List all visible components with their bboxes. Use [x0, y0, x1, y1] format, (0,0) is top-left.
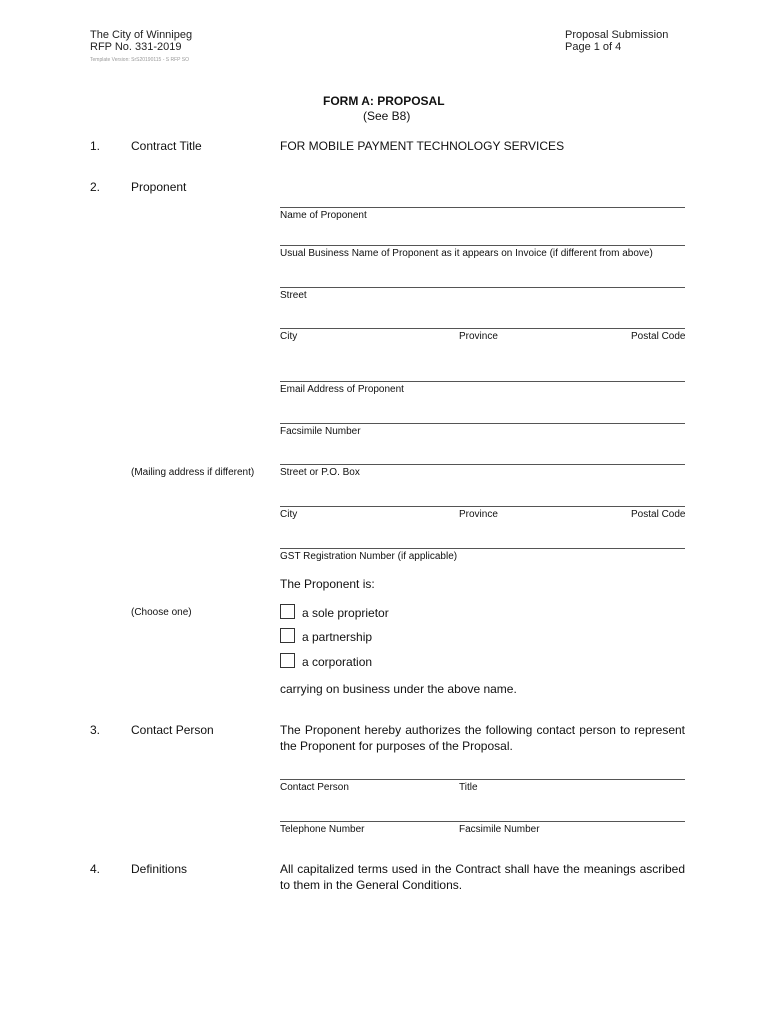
- contact-person-line[interactable]: [280, 779, 685, 780]
- contact-person-label: Contact Person: [131, 723, 214, 737]
- telephone-line[interactable]: [280, 821, 685, 822]
- gst-caption: GST Registration Number (if applicable): [280, 551, 458, 562]
- choose-one-note: (Choose one): [131, 607, 192, 618]
- contact-person-caption: Contact Person: [280, 782, 349, 793]
- gst-line[interactable]: [280, 548, 685, 549]
- street-line[interactable]: [280, 287, 685, 288]
- telephone-caption: Telephone Number: [280, 824, 365, 835]
- province-caption: Province: [459, 331, 498, 342]
- mailing-province-caption: Province: [459, 509, 498, 520]
- partnership-checkbox[interactable]: [280, 628, 295, 643]
- carrying-business-text: carrying on business under the above name.: [280, 682, 517, 696]
- sole-proprietor-checkbox[interactable]: [280, 604, 295, 619]
- corporation-label: a corporation: [302, 655, 373, 669]
- definitions-label: Definitions: [131, 862, 188, 876]
- sole-proprietor-label: a sole proprietor: [302, 606, 389, 620]
- city-caption: City: [280, 331, 298, 342]
- contact-title-caption: Title: [459, 782, 478, 793]
- mailing-street-line[interactable]: [280, 464, 685, 465]
- section-2-number: 2.: [90, 180, 101, 194]
- street-caption: Street: [280, 290, 307, 301]
- mailing-city-caption: City: [280, 509, 298, 520]
- fax-line[interactable]: [280, 423, 685, 424]
- fax-caption: Facsimile Number: [280, 426, 361, 437]
- header-page-number: Page 1 of 4: [565, 41, 622, 53]
- email-caption: Email Address of Proponent: [280, 384, 404, 395]
- email-line[interactable]: [280, 381, 685, 382]
- section-4-number: 4.: [90, 862, 101, 876]
- mailing-city-line[interactable]: [280, 506, 685, 507]
- contract-title-value: FOR MOBILE PAYMENT TECHNOLOGY SERVICES: [280, 139, 565, 153]
- business-name-line[interactable]: [280, 245, 685, 246]
- proponent-label: Proponent: [131, 180, 187, 194]
- form-subtitle: (See B8): [363, 109, 411, 123]
- partnership-label: a partnership: [302, 630, 373, 644]
- contact-authorization-text: The Proponent hereby authorizes the following contact person to represent the Proponent for purposes of the Proposal.: [280, 723, 685, 753]
- header-org: The City of Winnipeg: [90, 29, 193, 41]
- business-name-caption: Usual Business Name of Proponent as it appears on Invoice (if different from above): [280, 248, 653, 259]
- mailing-address-note: (Mailing address if different): [131, 467, 255, 478]
- header-template-note: Template Version: SrS20190115 - S RFP SO: [90, 57, 190, 63]
- form-title: FORM A: PROPOSAL: [323, 94, 445, 108]
- proponent-name-line[interactable]: [280, 207, 685, 208]
- section-1-number: 1.: [90, 139, 101, 153]
- contract-title-label: Contract Title: [131, 139, 202, 153]
- proponent-name-caption: Name of Proponent: [280, 210, 367, 221]
- corporation-checkbox[interactable]: [280, 653, 295, 668]
- contact-fax-caption: Facsimile Number: [459, 824, 540, 835]
- proponent-is-label: The Proponent is:: [280, 577, 375, 591]
- definitions-text: All capitalized terms used in the Contract shall have the meanings ascribed to them in the General Conditions.: [280, 862, 685, 892]
- mailing-street-caption: Street or P.O. Box: [280, 467, 360, 478]
- postal-code-caption: Postal Code: [631, 331, 686, 342]
- header-rfp-number: RFP No. 331-2019: [90, 41, 182, 53]
- mailing-postal-caption: Postal Code: [631, 509, 686, 520]
- section-3-number: 3.: [90, 723, 101, 737]
- city-line[interactable]: [280, 328, 685, 329]
- header-submission: Proposal Submission: [565, 29, 669, 41]
